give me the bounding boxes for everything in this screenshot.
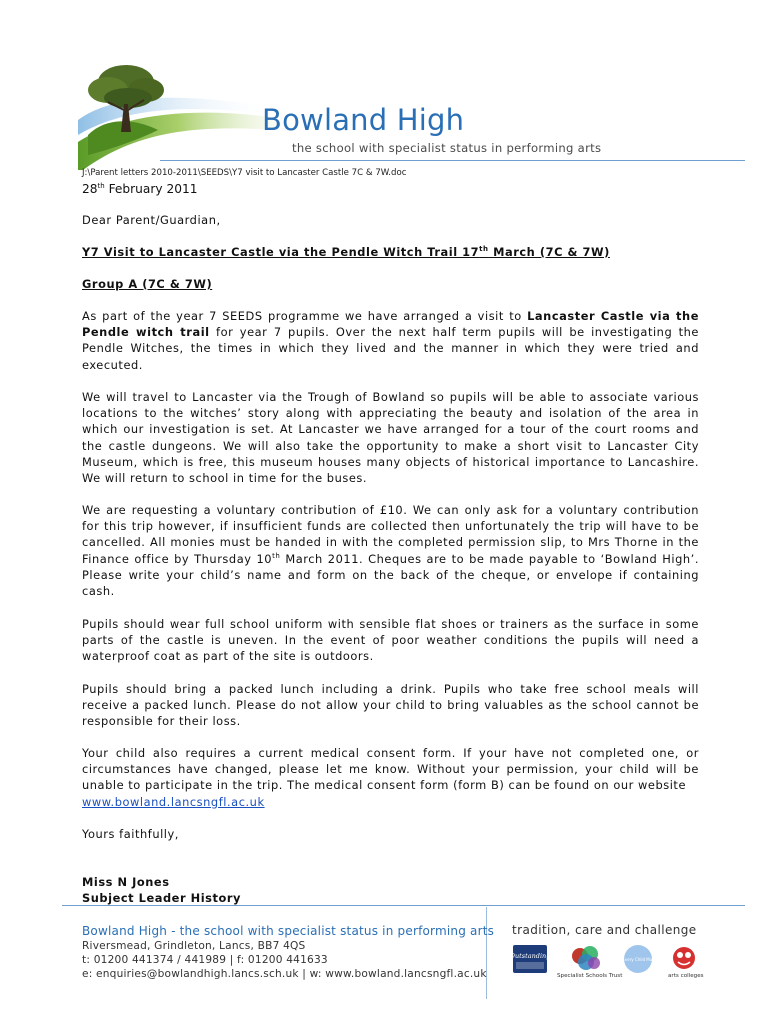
footer-address: Riversmead, Grindleton, Lancs, BB7 4QS xyxy=(82,940,306,952)
school-tagline: the school with specialist status in performing arts xyxy=(292,141,602,155)
website-link[interactable]: www.bowland.lancsngfl.ac.uk xyxy=(82,794,265,809)
signatory-name: Miss N Jones xyxy=(82,875,170,889)
group-heading: Group A (7C & 7W) xyxy=(82,277,213,291)
every-child-matters-logo xyxy=(614,944,662,978)
svg-text:the Every Child Matters: the Every Child Matters xyxy=(614,957,662,962)
school-logo-tree-icon xyxy=(78,60,278,170)
closing: Yours faithfully, xyxy=(82,827,179,841)
signatory-role: Subject Leader History xyxy=(82,891,242,905)
school-name: Bowland High xyxy=(262,103,465,137)
arts-colleges-caption: arts colleges xyxy=(668,973,704,979)
paragraph-lunch: Pupils should bring a packed lunch including a drink. Pupils who take free school meals will receive a packed lunch. Please do not allow your child to bring valuables as the school cannot be responsible for their loss. xyxy=(82,682,699,729)
paragraph-intro: As part of the year 7 SEEDS programme we have arranged a visit to Lancaster Castle via the Pendle witch trail for year 7 pupils. Over the next half term pupils will be investigating the Pendle Witches, the times in which they lived and the manner in which they were tried and executed. xyxy=(82,309,699,372)
letter-date: 28th February 2011 xyxy=(82,181,198,196)
specialist-schools-trust-caption: Specialist Schools Trust xyxy=(557,973,623,979)
svg-text:Outstanding: Outstanding xyxy=(509,952,551,960)
ofsted-outstanding-badge xyxy=(509,944,551,978)
footer-email-web: e: enquiries@bowlandhigh.lancs.sch.uk | w: www.bowland.lancsngfl.ac.uk xyxy=(82,968,487,980)
paragraph-medical: Your child also requires a current medical consent form. If your have not completed one, or circumstances have changed, please let me know. Without your permission, your child will be unable to participate in the trip. The medical consent form (form B) can be found on our website www.bowland.lancsngfl.ac.uk xyxy=(82,746,699,809)
footer-divider xyxy=(62,905,745,906)
footer-vertical-divider xyxy=(486,907,487,999)
header-divider xyxy=(160,160,745,161)
paragraph-uniform: Pupils should wear full school uniform with sensible flat shoes or trainers as the surface in some parts of the castle is uneven. In the event of poor weather conditions the pupils will need a waterproof coat as part of the site is outdoors. xyxy=(82,617,699,664)
footer-phone: t: 01200 441374 / 441989 | f: 01200 441633 xyxy=(82,954,328,966)
footer-title: Bowland High - the school with specialist status in performing arts xyxy=(82,924,495,938)
paragraph-contribution: We are requesting a voluntary contribution of £10. We can only ask for a voluntary contribution for this trip however, if insufficient funds are collected then unfortunately the trip will have to be cancelled. All monies must be handed in with the completed permission slip, to Mrs Thorne in the Finance office by Thursday 10th March 2011. Cheques are to be made payable to ‘Bowland High’. Please write your child’s name and form on the back of the cheque, or envelope if containing cash. xyxy=(82,503,699,599)
salutation: Dear Parent/Guardian, xyxy=(82,213,221,227)
file-path: J:\Parent letters 2010-2011\SEEDS\Y7 visit to Lancaster Castle 7C & 7W.doc xyxy=(82,168,407,178)
letter-subject: Y7 Visit to Lancaster Castle via the Pendle Witch Trail 17th March (7C & 7W) xyxy=(82,245,610,259)
paragraph-travel: We will travel to Lancaster via the Trough of Bowland so pupils will be able to associate various locations to the witches’ story along with appreciating the beauty and isolation of the area in which our investigation is set. At Lancaster we have arranged for a tour of the court rooms and the castle dungeons. We will also take the opportunity to make a short visit to Lancaster City Museum, which is free, this museum houses many objects of historical importance to Lancashire. We will return to school in time for the buses. xyxy=(82,390,699,486)
school-motto: tradition, care and challenge xyxy=(512,923,697,937)
